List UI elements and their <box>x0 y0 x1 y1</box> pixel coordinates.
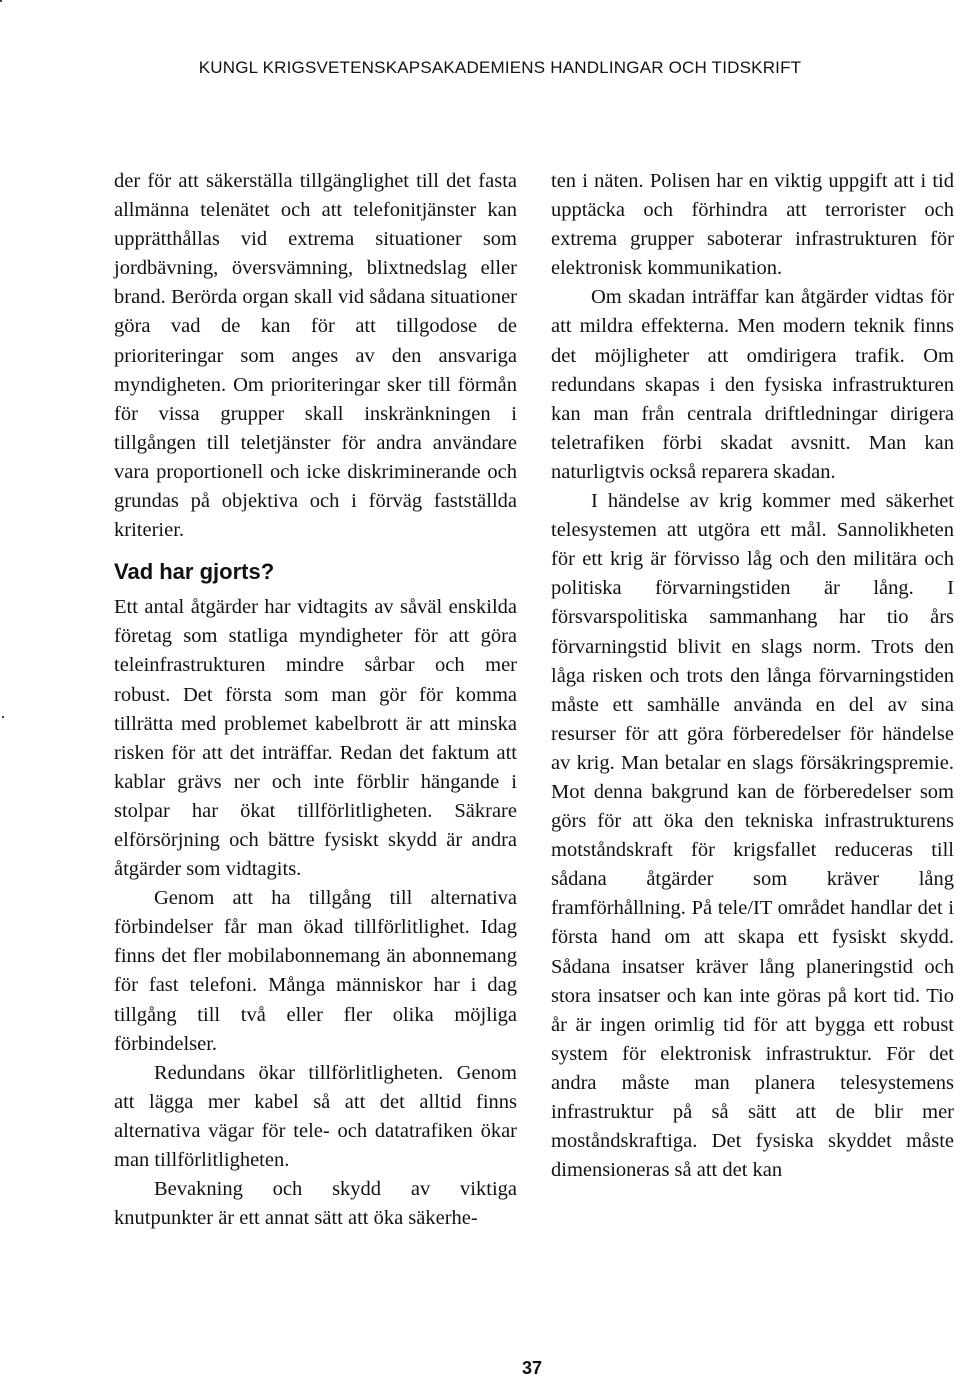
paragraph: Genom att ha tillgång till alternativa förbindelser får man ökad tillförlitlighet. Idag finns det fler mobilabonnemang än abonnemang för fast telefoni. Många människor har i dag tillgång till två eller fler olika möjliga förbindelser. <box>114 887 517 1055</box>
paragraph: Redundans ökar tillförlitligheten. Genom att lägga mer kabel så att det alltid finns alternativa vägar för tele- och datatrafiken ökar man tillförlitligheten. <box>114 1061 517 1171</box>
left-column <box>114 167 517 1233</box>
running-header: KUNGL KRIGSVETENSKAPSAKADEMIENS HANDLINGAR OCH TIDSKRIFT <box>198 58 802 77</box>
paragraph: der för att säkerställa tillgänglighet till det fasta allmänna telenätet och att telefonitjänster kan upprätthållas vid extrema situationer som jordbävning, översvämning, blixtnedslag eller brand. Berörda organ skall vid sådana situationer göra vad de kan för att tillgodose de prioriteringar som anges av den ansvariga myndigheten. Om prioriteringar sker till förmån för vissa grupper skall inskränkningen i tillgången till teletjänster för andra användare vara proportionell och icke diskriminerande och grundas på objektiva och i förväg fastställda kriterier. <box>114 170 517 542</box>
paragraph: Om skadan inträffar kan åtgärder vidtas för att mildra effekterna. Men modern teknik finns det möjligheter att omdirigera trafik. Om redundans skapas i den fysiska infrastrukturen kan man från centrala driftledningar dirigera teletrafiken förbi skadat avsnitt. Man kan naturligtvis också reparera skadan. <box>551 286 954 483</box>
scan-mark <box>0 0 2 2</box>
page-number: 37 <box>521 1358 543 1378</box>
paragraph: Bevakning och skydd av viktiga knutpunkter är ett annat sätt att öka säkerhe- <box>114 1178 517 1230</box>
section-heading: Vad har gjorts? <box>114 559 275 585</box>
scan-mark <box>2 716 4 718</box>
paragraph: ten i näten. Polisen har en viktig uppgift att i tid upptäcka och förhindra att terrorister och extrema grupper saboterar infrastrukturen för elektronisk kommunikation. <box>551 170 954 280</box>
paragraph: I händelse av krig kommer med säkerhet telesystemen att utgöra ett mål. Sannolikheten för ett krig är förvisso låg och den militära och politiska förvarningstiden är lång. I försvarspolitiska sammanhang har tio års förvarningstid blivit en slags norm. Trots den låga risken och trots den långa förvarningstiden måste ett samhälle använda en del av sina resurser för att göra förberedelser för händelse av krig. Man betalar en slags försäkringspremie. Mot denna bakgrund kan de förberedelser som görs för att öka den tekniska infrastrukturens motståndskraft för krigsfallet reduceras till sådana åtgärder som kräver lång framförhållning. På tele/IT området handlar det i första hand om att skapa ett fysiskt skydd. Sådana insatser kräver lång planeringstid och stora insatser och kan inte göras på kort tid. Tio år är ingen orimlig tid för att bygga ett robust system för elektronisk infrastruktur. För det andra måste man planera telesystemens infrastruktur på så sätt att de blir mer moståndskraftiga. Det fysiska skyddet måste dimensioneras så att det kan <box>551 490 954 1182</box>
paragraph: Ett antal åtgärder har vidtagits av såväl enskilda företag som statliga myndigheter för att göra teleinfrastrukturen mindre sårbar och mer robust. Det första som man gör för komma tillrätta med problemet kabelbrott är att minska risken för att det inträffar. Redan det faktum att kablar grävs ner och inte förblir hängande i stolpar har ökat tillförlitligheten. Säkrare elförsörjning och bättre fysiskt skydd är andra åtgärder som vidtagits. <box>114 596 517 881</box>
right-column <box>551 167 954 1185</box>
